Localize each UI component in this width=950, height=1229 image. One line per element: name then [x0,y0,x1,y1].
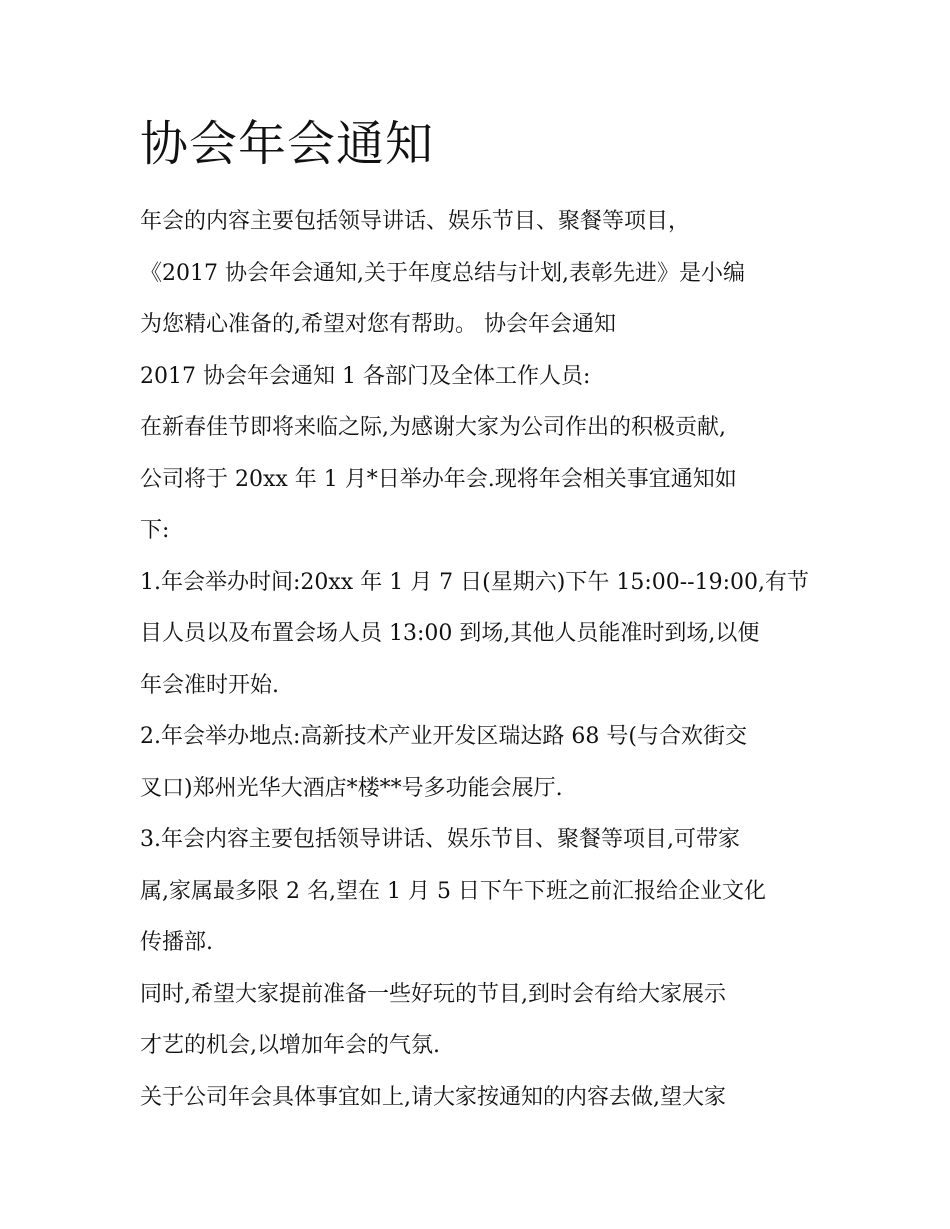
document-title: 协会年会通知 [140,116,435,172]
body-line: 2.年会举办地点:高新技术产业开发区瑞达路 68 号(与合欢街交 [140,724,747,749]
body-line: 同时,希望大家提前准备一些好玩的节目,到时会有给大家展示 [140,981,726,1007]
body-line: 年会的内容主要包括领导讲话、娱乐节目、聚餐等项目， [140,209,691,234]
body-line: 1.年会举办时间:20xx 年 1 月 7 日(星期六)下午 15:00--19:00,有节 [140,569,809,595]
body-line: 传播部. [140,930,213,955]
body-line: 在新春佳节即将来临之际,为感谢大家为公司作出的积极贡献, [140,415,726,440]
body-line: 目人员以及布置会场人员 13:00 到场,其他人员能准时到场,以便 [140,621,760,646]
document-body [140,196,820,1123]
body-line: 叉口)郑州光华大酒店*楼**号多功能会展厅. [140,775,563,801]
body-line: 《2017 协会年会通知,关于年度总结与计划,表彰先进》是小编 [140,260,745,286]
body-line: 下: [140,518,170,543]
body-line: 才艺的机会,以增加年会的气氛. [140,1033,440,1058]
body-line: 2017 协会年会通知 1 各部门及全体工作人员: [140,363,591,389]
body-line: 关于公司年会具体事宜如上,请大家按通知的内容去做,望大家 [140,1084,726,1110]
body-line: 年会准时开始. [140,672,279,698]
body-line: 为您精心准备的,希望对您有帮助。 协会年会通知 [140,312,616,337]
body-line: 属,家属最多限 2 名,望在 1 月 5 日下午下班之前汇报给企业文化 [140,878,766,904]
body-line: 公司将于 20xx 年 1 月*日举办年会.现将年会相关事宜通知如 [140,466,737,492]
body-line: 3.年会内容主要包括领导讲话、娱乐节目、聚餐等项目,可带家 [140,827,740,852]
